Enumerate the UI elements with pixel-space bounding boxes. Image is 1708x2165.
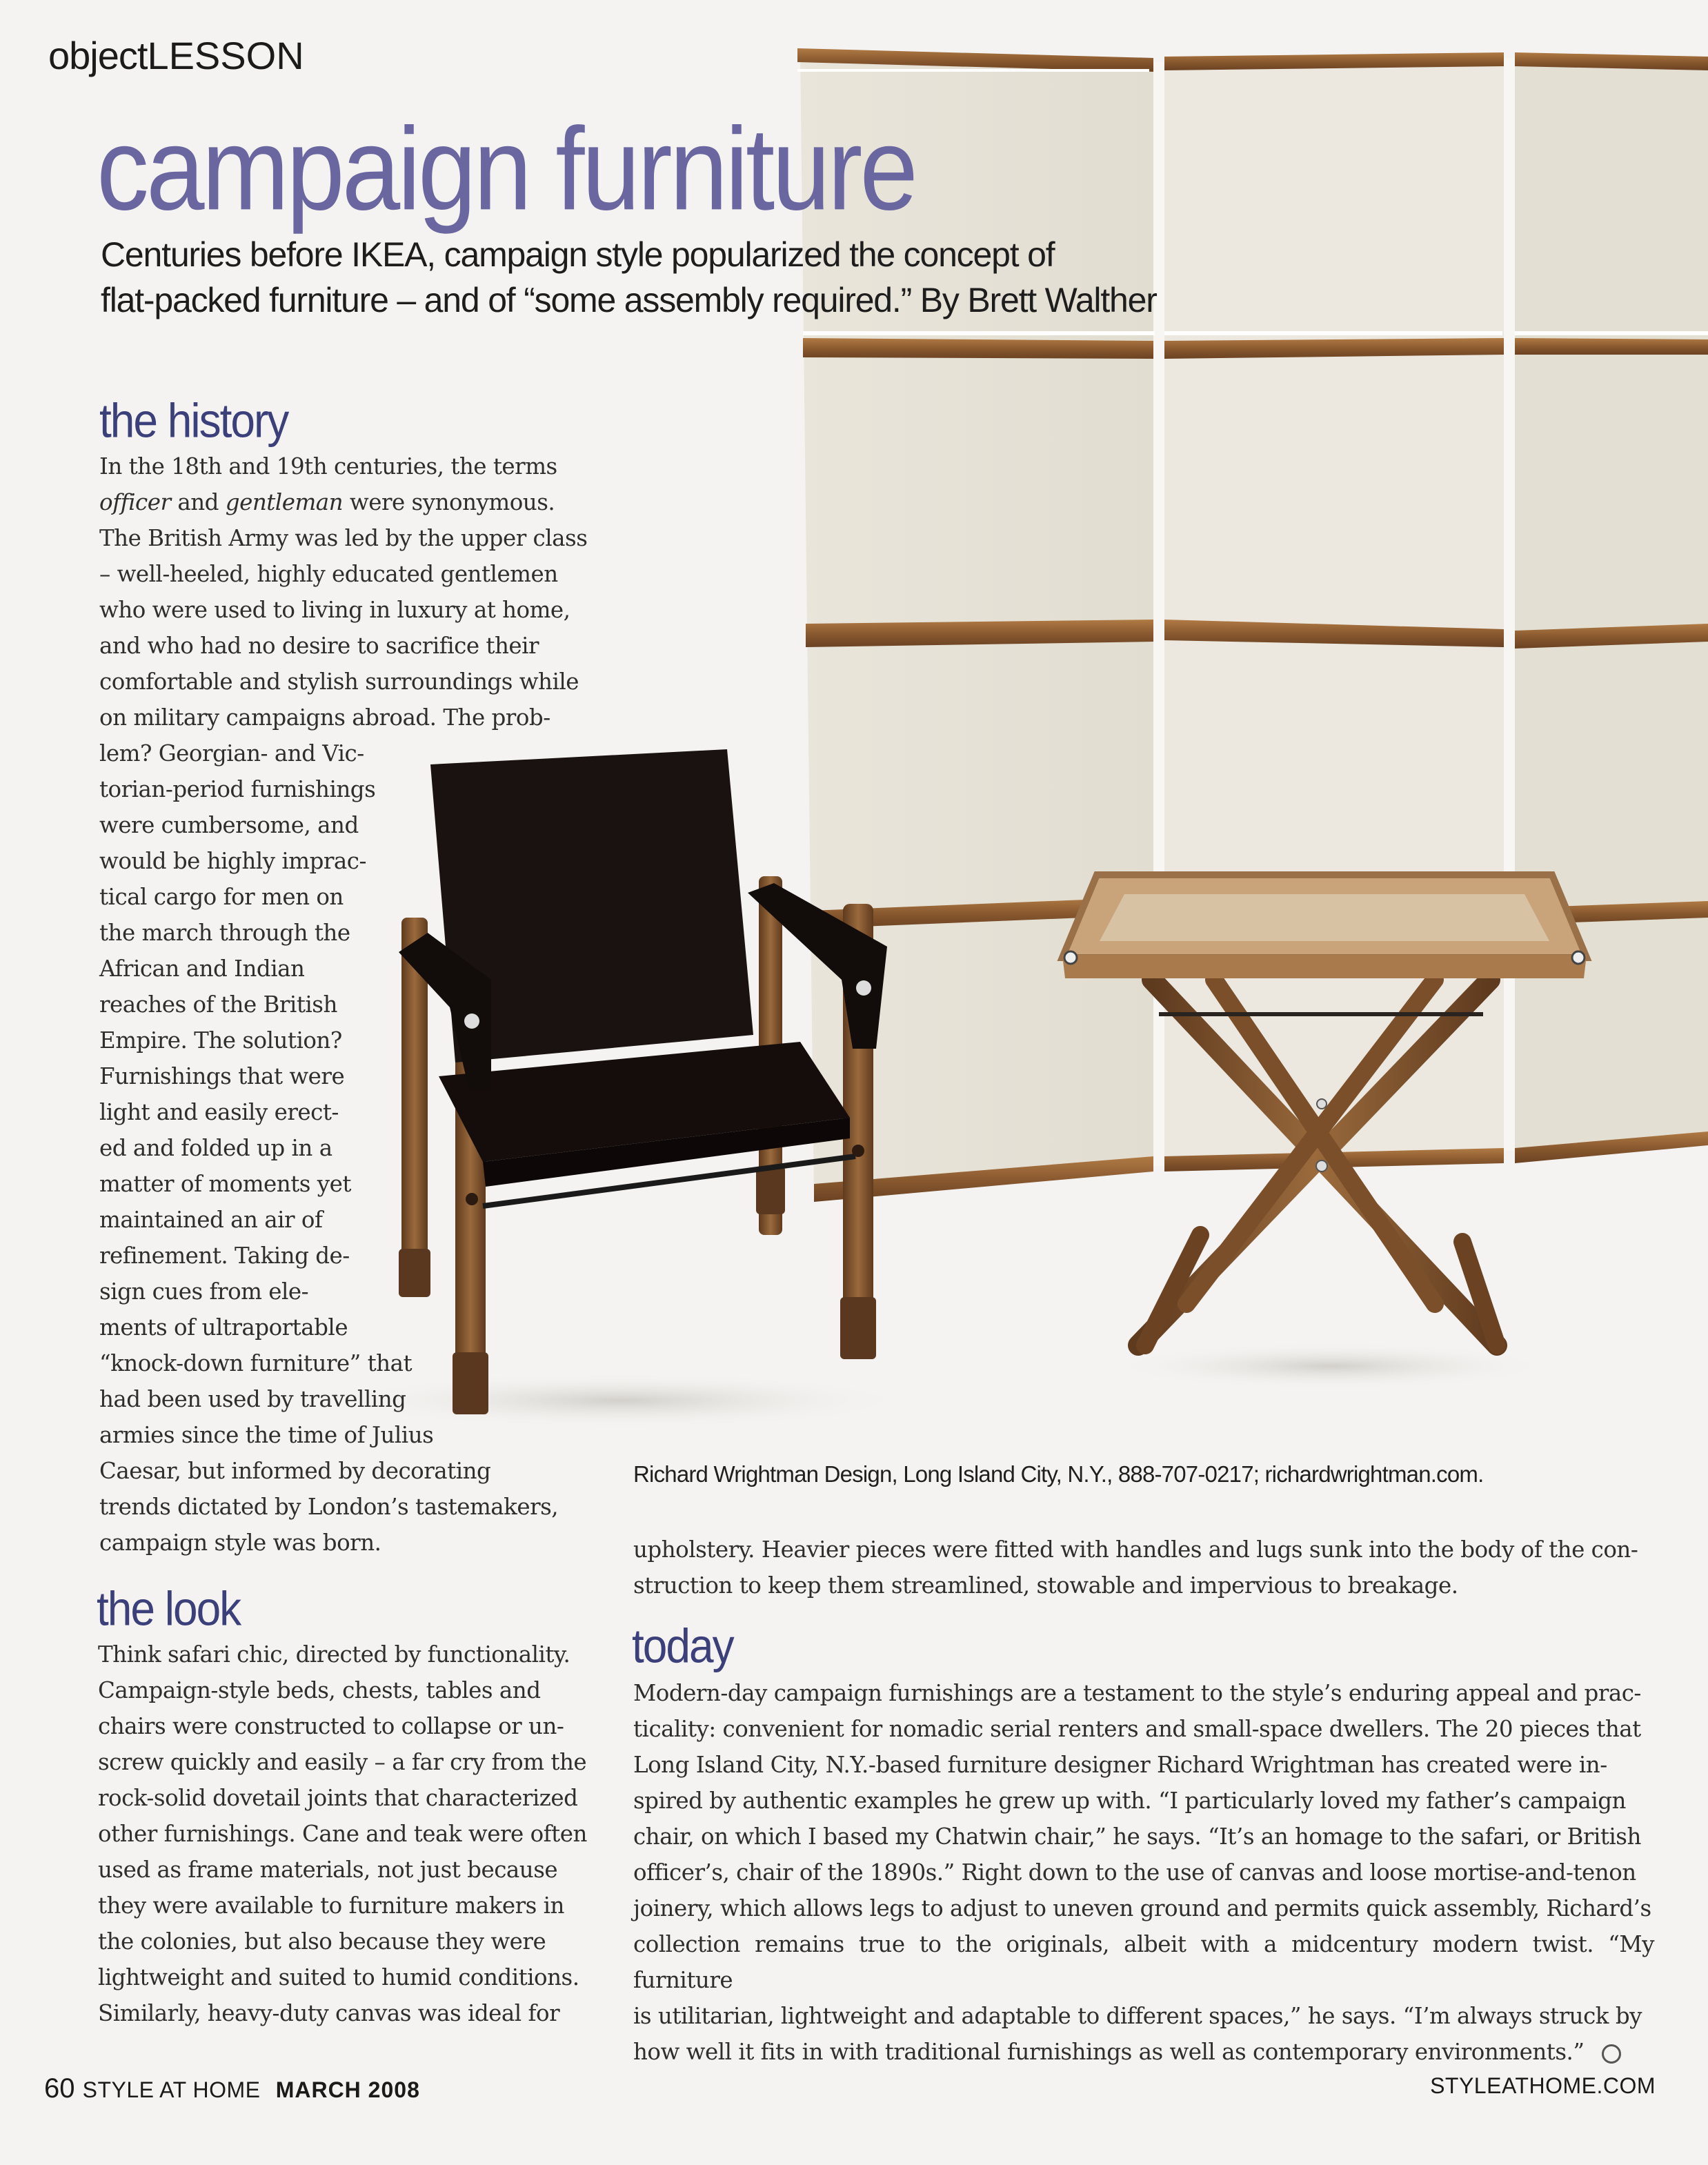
history-line: maintained an air of <box>99 1207 323 1233</box>
look-line: other furnishings. Cane and teak were often <box>98 1821 587 1847</box>
look-line: they were available to furniture makers in <box>98 1892 564 1919</box>
history-line: campaign style was born. <box>99 1530 381 1556</box>
section-kicker <box>48 33 304 78</box>
history-line: and who had no desire to sacrifice their <box>99 633 539 659</box>
history-line: matter of moments yet <box>99 1171 351 1197</box>
history-line: In the 18th and 19th centuries, the terms <box>99 453 557 480</box>
history-line: on military campaigns abroad. The prob- <box>99 704 550 731</box>
history-line: – well-heeled, highly educated gentlemen <box>99 561 558 587</box>
today-line <box>633 2034 1654 2070</box>
today-line: chair, on which I based my Chatwin chair,” he says. “It’s an homage to the safari, or British <box>633 1823 1641 1850</box>
history-body <box>99 448 587 1561</box>
history-line: Caesar, but informed by decorating <box>99 1458 491 1484</box>
history-line: refinement. Taking de- <box>99 1243 350 1269</box>
deck-line-2: flat-packed furniture – and of “some assembly required.” By Brett Walther <box>101 281 1157 319</box>
look-line: used as frame materials, not just because <box>98 1857 558 1883</box>
look-line: rock-solid dovetail joints that characterized <box>98 1785 578 1811</box>
history-line: lem? Georgian- and Vic- <box>99 740 364 767</box>
history-heading: the history <box>99 394 288 448</box>
today-line: ticality: convenient for nomadic serial renters and small-space dwellers. The 20 pieces that <box>633 1716 1641 1742</box>
history-line-italic: officer and gentleman were synonymous. <box>99 489 555 515</box>
page-footer-left <box>44 2073 420 2104</box>
page-number: 60 <box>44 2073 75 2104</box>
article-deck <box>101 232 1177 323</box>
history-line: African and Indian <box>99 956 305 982</box>
history-line: had been used by travelling <box>99 1386 406 1412</box>
today-last-line: how well it fits in with traditional furnishings as well as contemporary environments.” <box>633 2039 1585 2065</box>
look-continued-line: upholstery. Heavier pieces were fitted with handles and lugs sunk into the body of the con- <box>633 1536 1638 1563</box>
history-line: ments of ultraportable <box>99 1314 348 1341</box>
history-line: trends dictated by London’s tastemakers, <box>99 1494 559 1520</box>
history-line: were cumbersome, and <box>99 812 359 838</box>
website-url: STYLEATHOME.COM <box>1430 2073 1656 2098</box>
look-line: screw quickly and easily – a far cry from the <box>98 1749 587 1775</box>
today-line: spired by authentic examples he grew up with. “I particularly loved my father’s campaign <box>633 1788 1626 1814</box>
history-line: would be highly imprac- <box>99 848 366 874</box>
today-line: collection remains true to the originals, albeit with a midcentury modern twist. “My furniture <box>633 1931 1654 1993</box>
kicker-object: object <box>48 34 148 77</box>
look-continued-line: struction to keep them streamlined, stowable and impervious to breakage. <box>633 1572 1458 1599</box>
look-line: Think safari chic, directed by functionality. <box>98 1641 570 1668</box>
today-line: Long Island City, N.Y.-based furniture designer Richard Wrightman has created were in- <box>633 1752 1607 1778</box>
history-line: Furnishings that were <box>99 1063 345 1089</box>
look-body <box>98 1637 587 2031</box>
kicker-lesson: LESSON <box>147 34 304 77</box>
issue-date: MARCH 2008 <box>275 2077 420 2102</box>
look-line: the colonies, but also because they were <box>98 1928 546 1955</box>
history-line: Empire. The solution? <box>99 1027 342 1054</box>
article-title: campaign furniture <box>97 103 915 235</box>
photo-caption: Richard Wrightman Design, Long Island City, N.Y., 888-707-0217; richardwrightman.com. <box>633 1461 1484 1487</box>
publication-name: STYLE AT HOME <box>82 2077 261 2102</box>
today-line: officer’s, chair of the 1890s.” Right down to the use of canvas and loose mortise-and-tenon <box>633 1859 1636 1886</box>
look-line: chairs were constructed to collapse or un- <box>98 1713 564 1739</box>
history-line: The British Army was led by the upper class <box>99 525 588 551</box>
look-heading: the look <box>97 1582 241 1636</box>
look-continued <box>633 1532 1654 1603</box>
history-line: light and easily erect- <box>99 1099 339 1125</box>
history-line: armies since the time of Julius <box>99 1422 434 1448</box>
history-line: “knock-down furniture” that <box>99 1350 413 1376</box>
today-body <box>633 1675 1654 2070</box>
history-line: reaches of the British <box>99 991 337 1018</box>
end-mark-icon <box>1602 2044 1621 2064</box>
today-line: joinery, which allows legs to adjust to uneven ground and permits quick assembly, Richard’s <box>633 1895 1651 1921</box>
look-line: Similarly, heavy-duty canvas was ideal for <box>98 2000 560 2026</box>
history-line <box>99 484 587 520</box>
look-line: lightweight and suited to humid conditions. <box>98 1964 579 1990</box>
history-line: comfortable and stylish surroundings while <box>99 669 579 695</box>
history-line: who were used to living in luxury at home, <box>99 597 570 623</box>
history-line: ed and folded up in a <box>99 1135 332 1161</box>
today-heading: today <box>632 1619 733 1673</box>
today-line: Modern-day campaign furnishings are a testament to the style’s enduring appeal and prac- <box>633 1680 1641 1706</box>
deck-line-1: Centuries before IKEA, campaign style popularized the concept of <box>101 235 1055 274</box>
history-line: the march through the <box>99 920 350 946</box>
history-line: sign cues from ele- <box>99 1278 309 1305</box>
history-line: torian-period furnishings <box>99 776 376 802</box>
today-line: is utilitarian, lightweight and adaptable to different spaces,” he says. “I’m always struck by <box>633 2003 1642 2029</box>
look-line: Campaign-style beds, chests, tables and <box>98 1677 541 1703</box>
history-line: tical cargo for men on <box>99 884 344 910</box>
